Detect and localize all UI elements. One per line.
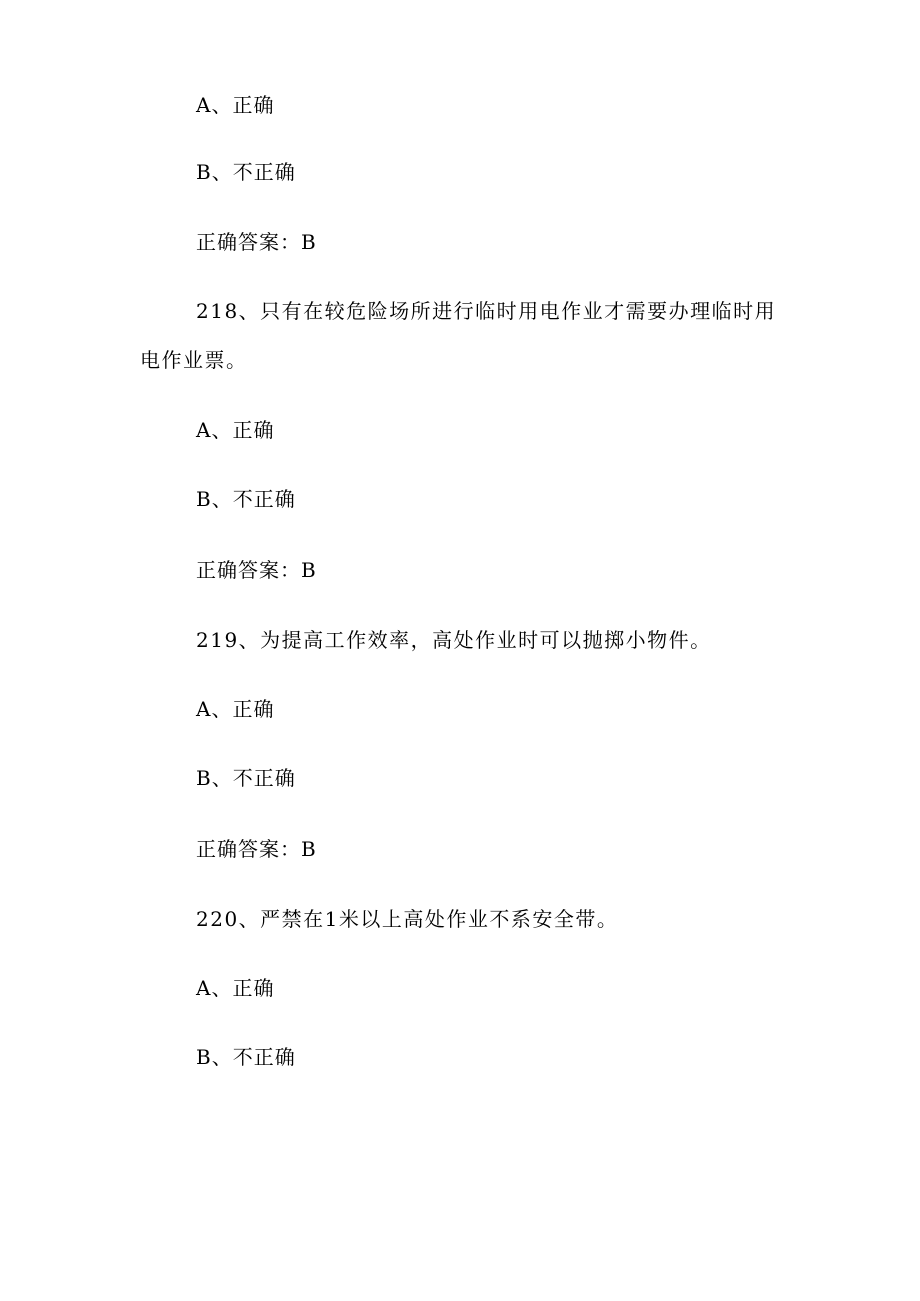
q220-option-b: B、不正确 [196,1045,296,1069]
q218-text-line1: 218、只有在较危险场所进行临时用电作业才需要办理临时用 [196,299,777,323]
q219-answer: 正确答案：B [196,837,317,861]
q219-text-line1: 219、为提高工作效率，高处作业时可以抛掷小物件。 [196,628,712,652]
prev-option-b: B、不正确 [196,160,296,184]
prev-option-a: A、正确 [196,93,275,117]
q218-answer: 正确答案：B [196,558,317,582]
q219-option-a: A、正确 [196,697,275,721]
q218-option-b: B、不正确 [196,487,296,511]
q218-option-a: A、正确 [196,418,275,442]
q218-text-line2: 电作业票。 [140,348,248,372]
q220-option-a: A、正确 [196,976,275,1000]
prev-answer: 正确答案：B [196,230,317,254]
q220-text-line1: 220、严禁在1米以上高处作业不系安全带。 [196,907,619,931]
q219-option-b: B、不正确 [196,766,296,790]
